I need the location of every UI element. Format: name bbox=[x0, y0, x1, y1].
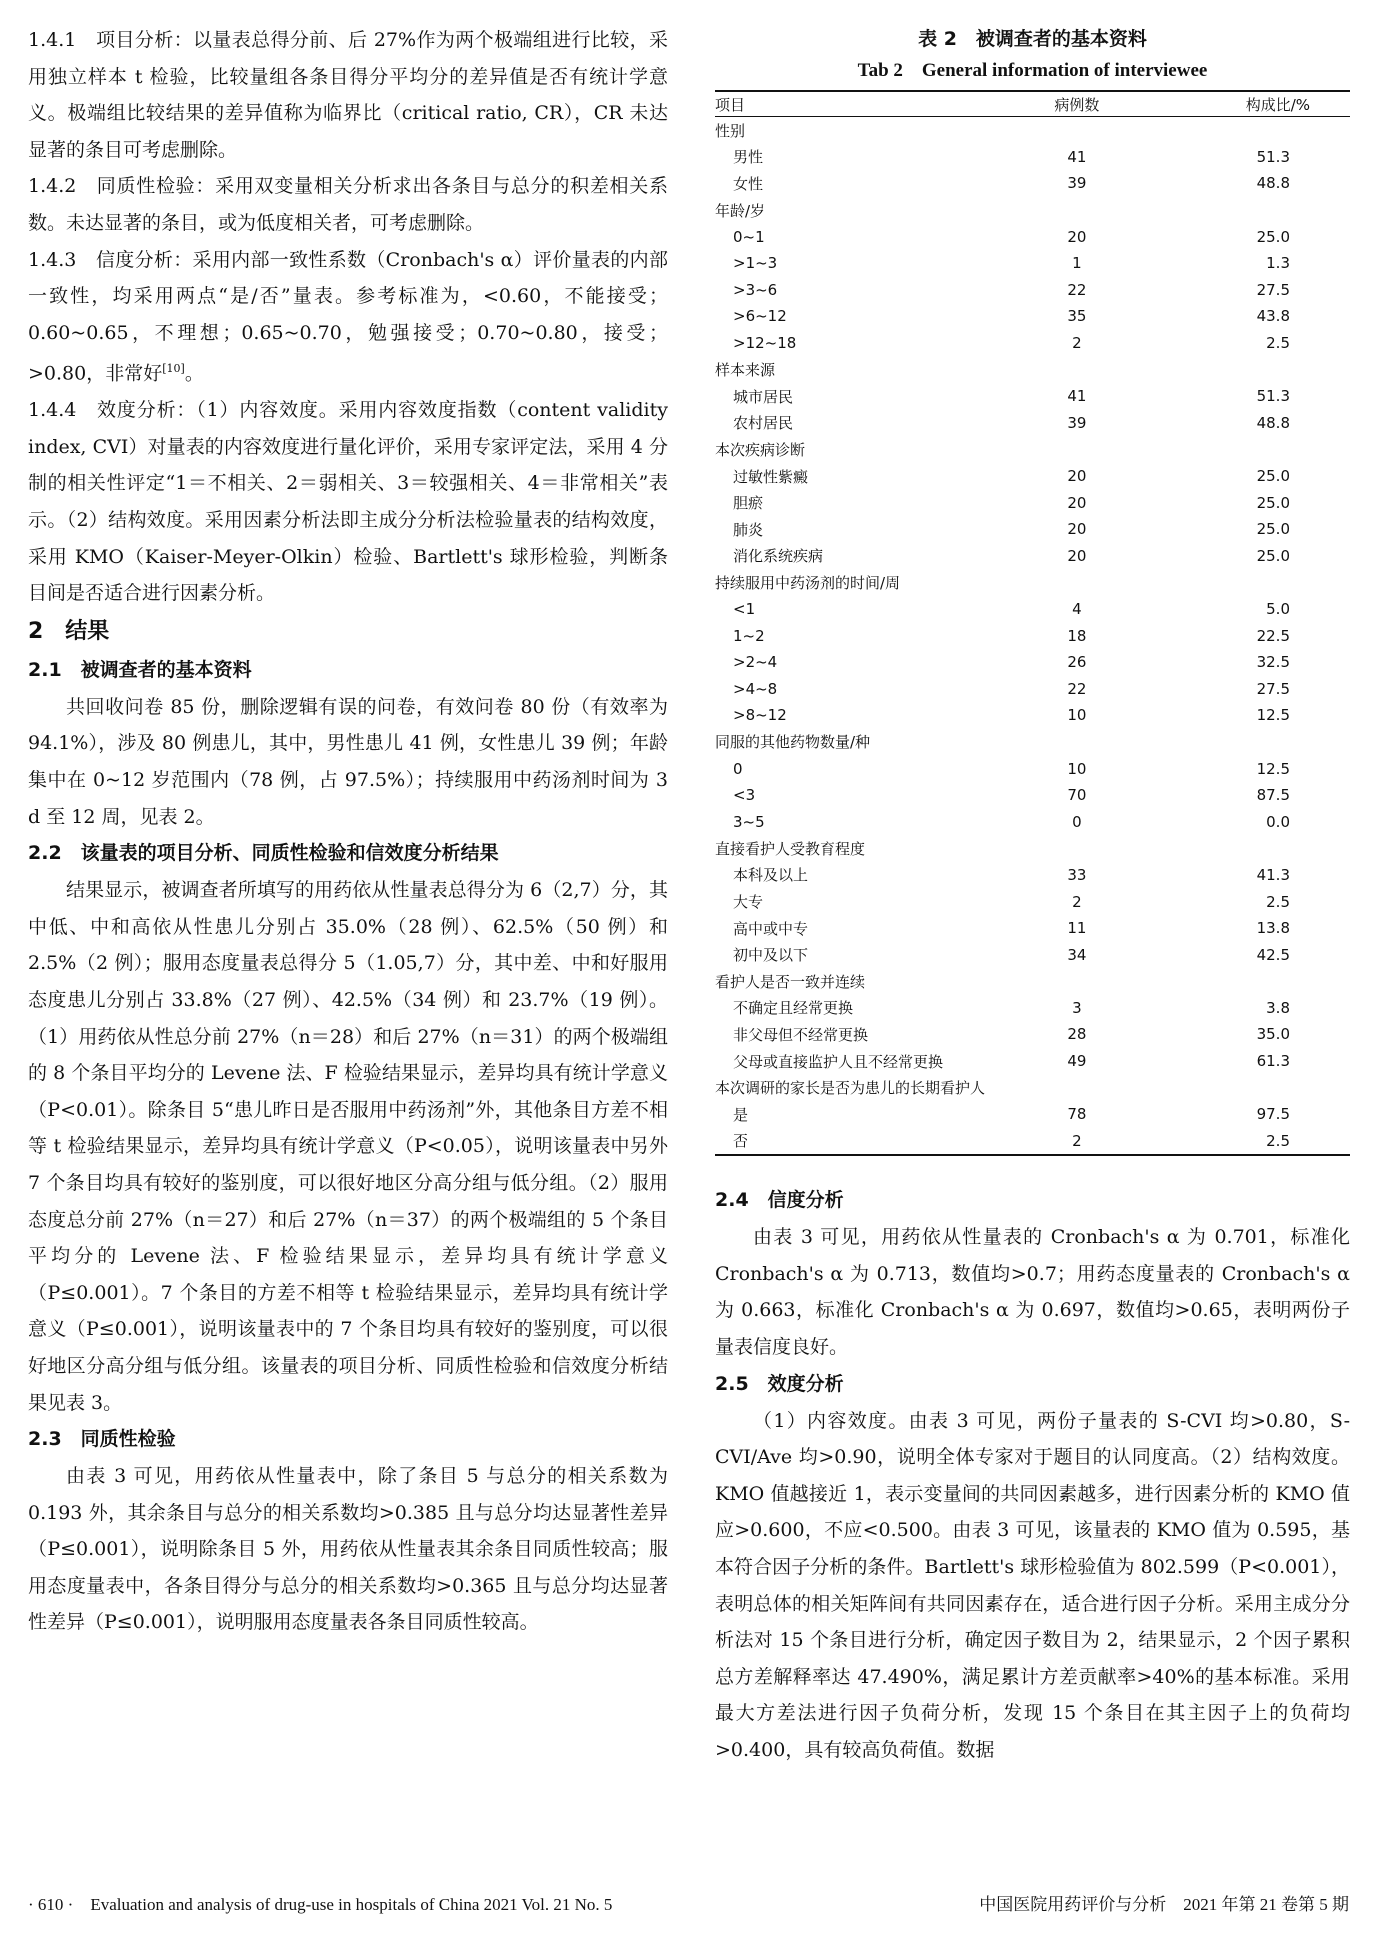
table-row bbox=[715, 144, 1350, 171]
table-row bbox=[715, 463, 1350, 490]
table-row bbox=[715, 543, 1350, 570]
row-percent: 12.5 bbox=[1256, 759, 1290, 778]
row-percent: 32.5 bbox=[1256, 653, 1290, 672]
paragraph-2-3: 由表 3 可见，用药依从性量表中，除了条目 5 与总分的相关系数为 0.193 外，其余条目与总分的相关系数均>0.385 且与总分均达显著性差异（P≤0.001），说明除条目 5 外，用药依从性量表其余条目同质性较高；服用态度量表中，各条目得分与总分的相关系数均>0.365 且与总分均达显著性差异（P≤0.001），说明服用态度量表各条目同质性较高。 bbox=[28, 1465, 668, 1634]
row-cases: 20 bbox=[1067, 467, 1087, 486]
row-cases: 20 bbox=[1067, 520, 1087, 539]
table-group-row bbox=[715, 436, 1350, 463]
row-percent bbox=[1147, 835, 1350, 862]
row-cases: 11 bbox=[1067, 919, 1087, 938]
heading-2-1: 2.1 被调查者的基本资料 bbox=[28, 658, 252, 681]
table-row bbox=[715, 1101, 1350, 1128]
row-label: 持续服用中药汤剂的时间/周 bbox=[715, 573, 901, 592]
table-row bbox=[715, 303, 1350, 330]
row-percent: 25.0 bbox=[1256, 520, 1290, 539]
row-label: 本次调研的家长是否为患儿的长期看护人 bbox=[715, 1079, 986, 1098]
row-percent: 0.0 bbox=[1266, 812, 1290, 831]
table-group-row bbox=[715, 117, 1350, 144]
table-row bbox=[715, 782, 1350, 809]
row-label: <1 bbox=[733, 599, 756, 618]
row-percent bbox=[1147, 968, 1350, 995]
row-label: 男性 bbox=[733, 148, 764, 167]
row-percent: 51.3 bbox=[1256, 387, 1290, 406]
row-cases: 22 bbox=[1067, 280, 1087, 299]
table-row bbox=[715, 1048, 1350, 1075]
table-header-row bbox=[715, 91, 1350, 117]
row-cases: 18 bbox=[1067, 626, 1087, 645]
table-group-row bbox=[715, 569, 1350, 596]
row-percent: 61.3 bbox=[1256, 1052, 1290, 1071]
row-label: 直接看护人受教育程度 bbox=[715, 839, 866, 858]
row-cases: 39 bbox=[1067, 413, 1087, 432]
section-1-4-3-end: 。 bbox=[184, 362, 204, 385]
heading-2-5: 2.5 效度分析 bbox=[715, 1372, 844, 1395]
citation-ref: [10] bbox=[162, 362, 185, 376]
row-cases: 26 bbox=[1067, 653, 1087, 672]
paragraph-2-5: （1）内容效度。由表 3 可见，两份子量表的 S-CVI 均>0.80，S-CVI/Ave 均>0.90，说明全体专家对于题目的认同度高。（2）结构效度。KMO 值越接近 1，表示变量间的共同因素越多，进行因素分析的 KMO 值应>0.600，不应<0.500。由表 3 可见，该量表的 KMO 值为 0.595，基本符合因子分析的条件。Bartlett's 球形检验值为 802.599（P<0.001），表明总体的相关矩阵间有共同因素存在，适合进行因子分析。采用主成分分析法对 15 个条目进行分析，确定因子数目为 2，结果显示，2 个因子累积总方差解释率达 47.490%，满足累计方差贡献率>40%的基本标准。采用最大方差法进行因子负荷分析，发现 15 个条目在其主因子上的负荷均>0.400，具有较高负荷值。数据 bbox=[715, 1409, 1350, 1761]
row-cases: 49 bbox=[1067, 1052, 1087, 1071]
row-percent: 87.5 bbox=[1256, 786, 1290, 805]
row-cases: 20 bbox=[1067, 227, 1087, 246]
row-label: 高中或中专 bbox=[733, 919, 809, 938]
row-cases: 22 bbox=[1067, 679, 1087, 698]
row-label: 胆瘀 bbox=[733, 494, 764, 513]
row-cases: 20 bbox=[1067, 493, 1087, 512]
row-label: >8~12 bbox=[733, 706, 787, 725]
table-group-row bbox=[715, 968, 1350, 995]
table-row bbox=[715, 516, 1350, 543]
row-percent: 5.0 bbox=[1266, 599, 1290, 618]
row-percent: 2.5 bbox=[1266, 334, 1290, 353]
row-percent bbox=[1147, 356, 1350, 383]
row-cases bbox=[1007, 436, 1147, 463]
table-row bbox=[715, 223, 1350, 250]
row-cases: 10 bbox=[1067, 706, 1087, 725]
table-row bbox=[715, 489, 1350, 516]
basic-info-table bbox=[715, 90, 1350, 1156]
table-row bbox=[715, 170, 1350, 197]
row-percent: 48.8 bbox=[1256, 413, 1290, 432]
table-group-row bbox=[715, 1074, 1350, 1101]
row-label: 消化系统疾病 bbox=[733, 547, 824, 566]
table-row bbox=[715, 862, 1350, 889]
table-row bbox=[715, 330, 1350, 357]
row-label: >3~6 bbox=[733, 280, 778, 299]
table-row bbox=[715, 410, 1350, 437]
row-percent bbox=[1147, 117, 1350, 144]
row-label: 本科及以上 bbox=[733, 866, 809, 885]
row-label: 本次疾病诊断 bbox=[715, 440, 806, 459]
table-row bbox=[715, 702, 1350, 729]
row-percent: 25.0 bbox=[1256, 493, 1290, 512]
paragraph-2-1: 共回收问卷 85 份，删除逻辑有误的问卷，有效问卷 80 份（有效率为 94.1%），涉及 80 例患儿，其中，男性患儿 41 例，女性患儿 39 例；年龄集中在 0~12 岁范围内（78 例，占 97.5%）；持续服用中药汤剂时间为 3 d 至 12 周，见表 2。 bbox=[28, 695, 668, 828]
row-label: 年龄/岁 bbox=[715, 201, 766, 220]
row-label: 同服的其他药物数量/种 bbox=[715, 733, 871, 752]
row-label: >2~4 bbox=[733, 653, 778, 672]
table-caption-en: Tab 2 General information of interviewee bbox=[857, 60, 1208, 81]
row-label: 3~5 bbox=[733, 812, 765, 831]
row-cases bbox=[1007, 569, 1147, 596]
row-cases: 4 bbox=[1072, 599, 1082, 618]
table-row bbox=[715, 941, 1350, 968]
table-group-row bbox=[715, 835, 1350, 862]
table-row bbox=[715, 1128, 1350, 1156]
row-cases: 2 bbox=[1072, 892, 1082, 911]
row-cases: 70 bbox=[1067, 786, 1087, 805]
row-percent bbox=[1147, 436, 1350, 463]
table-row bbox=[715, 675, 1350, 702]
row-percent: 35.0 bbox=[1256, 1025, 1290, 1044]
row-cases: 34 bbox=[1067, 945, 1087, 964]
row-label: 城市居民 bbox=[733, 387, 794, 406]
row-percent: 27.5 bbox=[1256, 679, 1290, 698]
table-caption-cn: 表 2 被调查者的基本资料 bbox=[918, 28, 1147, 50]
row-cases: 41 bbox=[1067, 147, 1087, 166]
row-percent: 97.5 bbox=[1256, 1105, 1290, 1124]
heading-results: 2 结果 bbox=[28, 618, 110, 644]
header-item: 项目 bbox=[715, 95, 746, 114]
section-1-4-3-text: 1.4.3 信度分析：采用内部一致性系数（Cronbach's α）评价量表的内部一致性，均采用两点“是/否”量表。参考标准为，<0.60，不能接受；0.60~0.65，不理想；0.65~0.70，勉强接受；0.70~0.80，接受；>0.80，非常好 bbox=[28, 248, 668, 385]
row-cases: 78 bbox=[1067, 1105, 1087, 1124]
row-percent: 2.5 bbox=[1266, 892, 1290, 911]
header-cases: 病例数 bbox=[1054, 95, 1100, 114]
row-percent: 13.8 bbox=[1256, 919, 1290, 938]
heading-2-4: 2.4 信度分析 bbox=[715, 1189, 844, 1212]
row-label: 样本来源 bbox=[715, 361, 776, 380]
row-label: 0 bbox=[733, 759, 743, 778]
row-label: 大专 bbox=[733, 893, 764, 912]
row-cases: 20 bbox=[1067, 546, 1087, 565]
row-cases: 2 bbox=[1072, 1131, 1082, 1150]
row-label: >4~8 bbox=[733, 679, 778, 698]
row-percent: 41.3 bbox=[1256, 865, 1290, 884]
section-1-4-1: 1.4.1 项目分析：以量表总得分前、后 27%作为两个极端组进行比较，采用独立样本 t 检验，比较量组各条目得分平均分的差异值是否有统计学意义。极端组比较结果的差异值称为临界比（critical ratio, CR），CR 未达显著的条目可考虑删除。 bbox=[28, 29, 668, 161]
row-percent: 1.3 bbox=[1266, 254, 1290, 273]
row-cases bbox=[1007, 117, 1147, 144]
right-column bbox=[715, 22, 1350, 1768]
row-cases: 10 bbox=[1067, 759, 1087, 778]
table-row bbox=[715, 888, 1350, 915]
row-cases bbox=[1007, 968, 1147, 995]
section-1-4-4: 1.4.4 效度分析：（1）内容效度。采用内容效度指数（content validity index, CVI）对量表的内容效度进行量化评价，采用专家评定法，采用 4 分制的相关性评定“1＝不相关、2＝弱相关、3＝较强相关、4＝非常相关”表示。（2）结构效度。采用因素分析法即主成分分析法检验量表的结构效度，采用 KMO（Kaiser-Meyer-Olkin）检验、Bartlett's 球形检验，判断条目间是否适合进行因素分析。 bbox=[28, 399, 668, 605]
row-label: 1~2 bbox=[733, 626, 765, 645]
row-cases: 39 bbox=[1067, 174, 1087, 193]
row-cases: 3 bbox=[1072, 998, 1082, 1017]
row-label: 父母或直接监护人且不经常更换 bbox=[733, 1052, 944, 1071]
row-percent bbox=[1147, 1074, 1350, 1101]
table-row bbox=[715, 250, 1350, 277]
row-label: 否 bbox=[733, 1132, 749, 1151]
row-cases: 41 bbox=[1067, 387, 1087, 406]
table-row bbox=[715, 649, 1350, 676]
row-cases bbox=[1007, 356, 1147, 383]
row-percent: 43.8 bbox=[1256, 307, 1290, 326]
row-percent: 48.8 bbox=[1256, 174, 1290, 193]
left-column bbox=[28, 22, 668, 1641]
row-label: 不确定且经常更换 bbox=[733, 999, 854, 1018]
row-label: >6~12 bbox=[733, 307, 787, 326]
row-cases: 33 bbox=[1067, 865, 1087, 884]
row-cases bbox=[1007, 729, 1147, 756]
row-percent: 25.0 bbox=[1256, 227, 1290, 246]
row-cases: 0 bbox=[1072, 812, 1082, 831]
table-2 bbox=[715, 22, 1350, 1156]
paragraph-2-2: 结果显示，被调查者所填写的用药依从性量表总得分为 6（2,7）分，其中低、中和高依从性患儿分别占 35.0%（28 例）、62.5%（50 例）和 2.5%（2 例）；服用态度量表总得分 5（1.05,7）分，其中差、中和好服用态度患儿分别占 33.8%（27 例）、42.5%（34 例）和 23.7%（19 例）。（1）用药依从性总分前 27%（n＝28）和后 27%（n＝31）的两个极端组的 8 个条目平均分的 Levene 法、F 检验结果显示，差异均具有统计学意义（P<0.01）。除条目 5“患儿昨日是否服用中药汤剂”外，其他条目方差不相等 t 检验结果显示，差异均具有统计学意义（P<0.05），说明该量表中另外 7 个条目均具有较好的鉴别度，可以很好地区分高分组与低分组。（2）服用态度总分前 27%（n＝27）和后 27%（n＝37）的两个极端组的 5 个条目平均分的 Levene 法、F 检验结果显示，差异均具有统计学意义（P≤0.001）。7 个条目的方差不相等 t 检验结果显示，差异均具有统计学意义（P≤0.001），说明该量表中的 7 个条目均具有较好的鉴别度，可以很好地区分高分组与低分组。该量表的项目分析、同质性检验和信效度分析结果见表 3。 bbox=[28, 879, 668, 1414]
row-label: >12~18 bbox=[733, 334, 797, 353]
section-1-4-3 bbox=[28, 242, 668, 393]
row-cases bbox=[1007, 1074, 1147, 1101]
row-cases: 35 bbox=[1067, 307, 1087, 326]
table-row bbox=[715, 622, 1350, 649]
heading-2-3: 2.3 同质性检验 bbox=[28, 1428, 176, 1451]
table-group-row bbox=[715, 356, 1350, 383]
row-cases: 2 bbox=[1072, 334, 1082, 353]
row-percent: 27.5 bbox=[1256, 280, 1290, 299]
table-body bbox=[715, 117, 1350, 1156]
table-group-row bbox=[715, 729, 1350, 756]
row-label: 肺炎 bbox=[733, 520, 764, 539]
row-percent: 51.3 bbox=[1256, 147, 1290, 166]
paragraph-2-4: 由表 3 可见，用药依从性量表的 Cronbach's α 为 0.701，标准化 Cronbach's α 为 0.713，数值均>0.7；用药态度量表的 Cronbach's α 为 0.663，标准化 Cronbach's α 为 0.697，数值均>0.65，表明两份子量表信度良好。 bbox=[715, 1226, 1350, 1358]
row-percent: 12.5 bbox=[1256, 706, 1290, 725]
table-row bbox=[715, 808, 1350, 835]
row-percent: 3.8 bbox=[1266, 998, 1290, 1017]
footer-right: 中国医院用药评价与分析 2021 年第 21 卷第 5 期 bbox=[979, 1895, 1349, 1914]
table-row bbox=[715, 1021, 1350, 1048]
row-label: 是 bbox=[733, 1105, 749, 1124]
table-row bbox=[715, 915, 1350, 942]
row-percent: 25.0 bbox=[1256, 467, 1290, 486]
row-label: 初中及以下 bbox=[733, 946, 809, 965]
table-row bbox=[715, 383, 1350, 410]
row-percent: 22.5 bbox=[1256, 626, 1290, 645]
row-cases: 1 bbox=[1072, 254, 1082, 273]
table-row bbox=[715, 596, 1350, 623]
row-cases bbox=[1007, 197, 1147, 224]
section-1-4-2: 1.4.2 同质性检验：采用双变量相关分析求出各条目与总分的积差相关系数。未达显著的条目，或为低度相关者，可考虑删除。 bbox=[28, 175, 668, 234]
table-group-row bbox=[715, 197, 1350, 224]
row-label: 非父母但不经常更换 bbox=[733, 1025, 869, 1044]
row-percent: 42.5 bbox=[1256, 945, 1290, 964]
table-row bbox=[715, 755, 1350, 782]
row-label: >1~3 bbox=[733, 254, 778, 273]
row-label: 性别 bbox=[715, 121, 746, 140]
row-percent: 2.5 bbox=[1266, 1131, 1290, 1150]
row-percent bbox=[1147, 197, 1350, 224]
row-label: 看护人是否一致并连续 bbox=[715, 972, 866, 991]
row-label: 女性 bbox=[733, 174, 764, 193]
row-label: 0~1 bbox=[733, 227, 765, 246]
table-row bbox=[715, 277, 1350, 304]
heading-2-2: 2.2 该量表的项目分析、同质性检验和信效度分析结果 bbox=[28, 842, 499, 865]
row-label: <3 bbox=[733, 786, 756, 805]
row-percent bbox=[1147, 569, 1350, 596]
row-percent bbox=[1147, 729, 1350, 756]
table-row bbox=[715, 995, 1350, 1022]
row-cases: 28 bbox=[1067, 1025, 1087, 1044]
row-percent: 25.0 bbox=[1256, 546, 1290, 565]
row-label: 过敏性紫癜 bbox=[733, 467, 809, 486]
footer-left: · 610 · Evaluation and analysis of drug-use in hospitals of China 2021 Vol. 21 No. 5 bbox=[28, 1895, 613, 1914]
header-percent: 构成比/% bbox=[1245, 95, 1310, 114]
row-label: 农村居民 bbox=[733, 414, 794, 433]
row-cases bbox=[1007, 835, 1147, 862]
